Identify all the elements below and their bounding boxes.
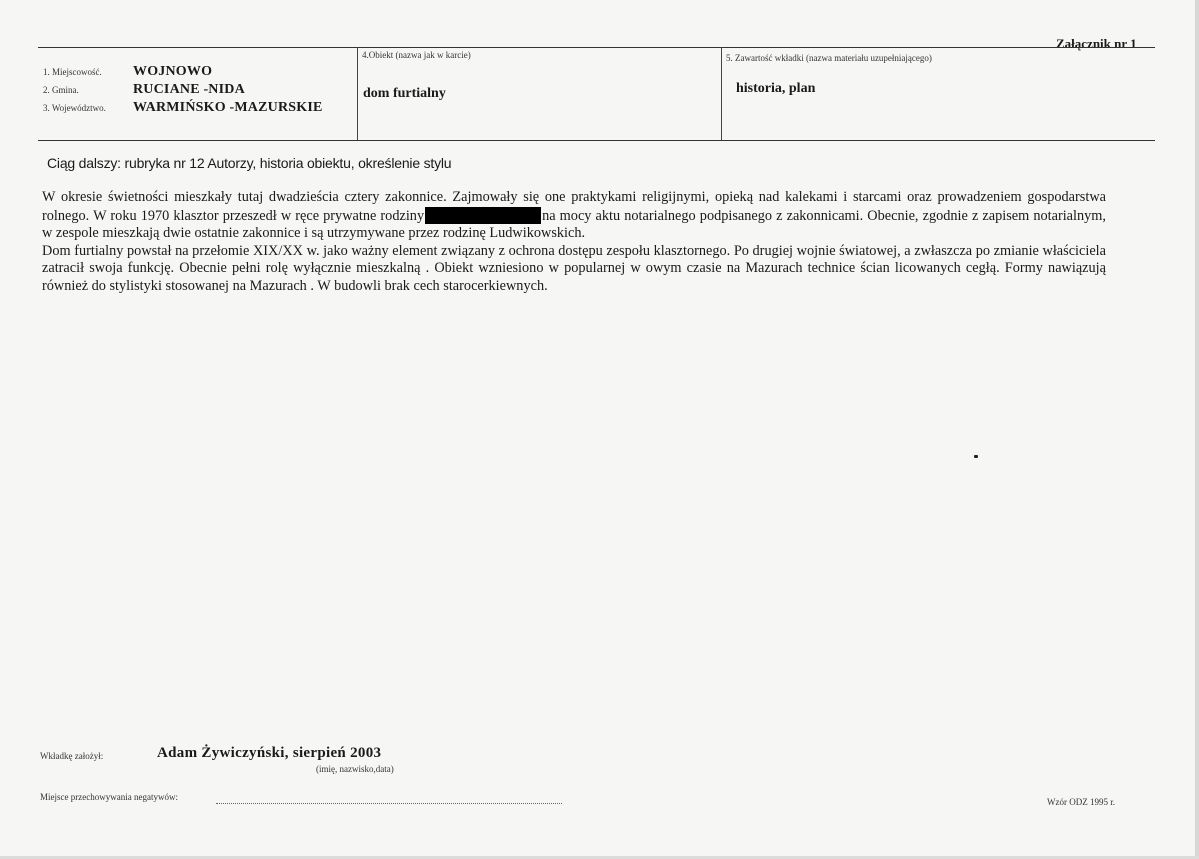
city-value: WOJNOWO [133, 64, 213, 79]
negatives-dotted-line [216, 803, 562, 804]
stray-mark [974, 455, 978, 458]
negatives-label: Miejsce przechowywania negatywów: [40, 792, 178, 802]
pattern-note: Wzór ODZ 1995 r. [1047, 797, 1115, 807]
body-text [42, 189, 1106, 296]
header-divider-1 [357, 47, 358, 140]
header-top-rule [38, 47, 1155, 48]
body-part-1: W okresie świetności mieszkały tutaj dwadzieścia cztery zakonnice. Zajmowały się one praktykami religijnymi, opieką nad kalekami i starcami oraz prowadzeniem gospodarstwa rolnego. W roku 1970 klasztor przeszedł w ręce prywatne rodziny [42, 189, 1106, 224]
body-paragraph-1 [42, 189, 1106, 243]
voivodeship-label: 3. Województwo. [43, 103, 106, 113]
annex-number: Załącznik nr 1 [1056, 36, 1137, 51]
redaction-bar [425, 207, 541, 224]
voivodeship-value: WARMIŃSKO -MAZURSKIE [133, 100, 323, 115]
author-label: Wkładkę założył: [40, 751, 104, 761]
author-value: Adam Żywiczyński, sierpień 2003 [157, 745, 382, 761]
city-label: 1. Miejscowość. [43, 67, 102, 77]
body-part-2: na mocy aktu notarialnego podpisanego z zakonnicami. Obecnie, zgodnie z zapisem notarialnym, w zespole mieszkają dwie ostatnie zakonnice i są utrzymywane przez rodzinę Ludwikowskich. [42, 207, 1106, 242]
paper-edge-right [1195, 0, 1199, 859]
header-bottom-rule [38, 140, 1155, 141]
voivodeship-row [43, 100, 323, 116]
author-hint: (imię, nazwisko,data) [316, 764, 394, 774]
object-value: dom furtialny [363, 86, 446, 101]
commune-row [43, 82, 245, 98]
section-title: Ciąg dalszy: rubryka nr 12 Autorzy, historia obiektu, określenie stylu [47, 155, 452, 171]
body-paragraph-2: Dom furtialny powstał na przełomie XIX/XX w. jako ważny element związany z ochrona dostępu zespołu klasztornego. Po drugiej wojnie światowej, a zwłaszcza po zmianie właściciela zatracił swoja funkcję. Obecnie pełni rolę wyłącznie mieszkalną . Obiekt wzniesiono w popularnej w owym czasie na Mazurach technice ścian licowanych cegłą. Formy nawiązują również do stylistyki stosowanej na Mazurach . W budowli brak cech starocerkiewnych. [42, 242, 1106, 294]
header-divider-2 [721, 47, 722, 140]
commune-value: RUCIANE -NIDA [133, 82, 245, 97]
content-label: 5. Zawartość wkładki (nazwa materiału uzupełniającego) [726, 53, 932, 63]
commune-label: 2. Gmina. [43, 85, 79, 95]
object-label: 4.Obiekt (nazwa jak w karcie) [362, 50, 471, 60]
city-row [43, 64, 212, 80]
content-value: historia, plan [736, 81, 816, 96]
